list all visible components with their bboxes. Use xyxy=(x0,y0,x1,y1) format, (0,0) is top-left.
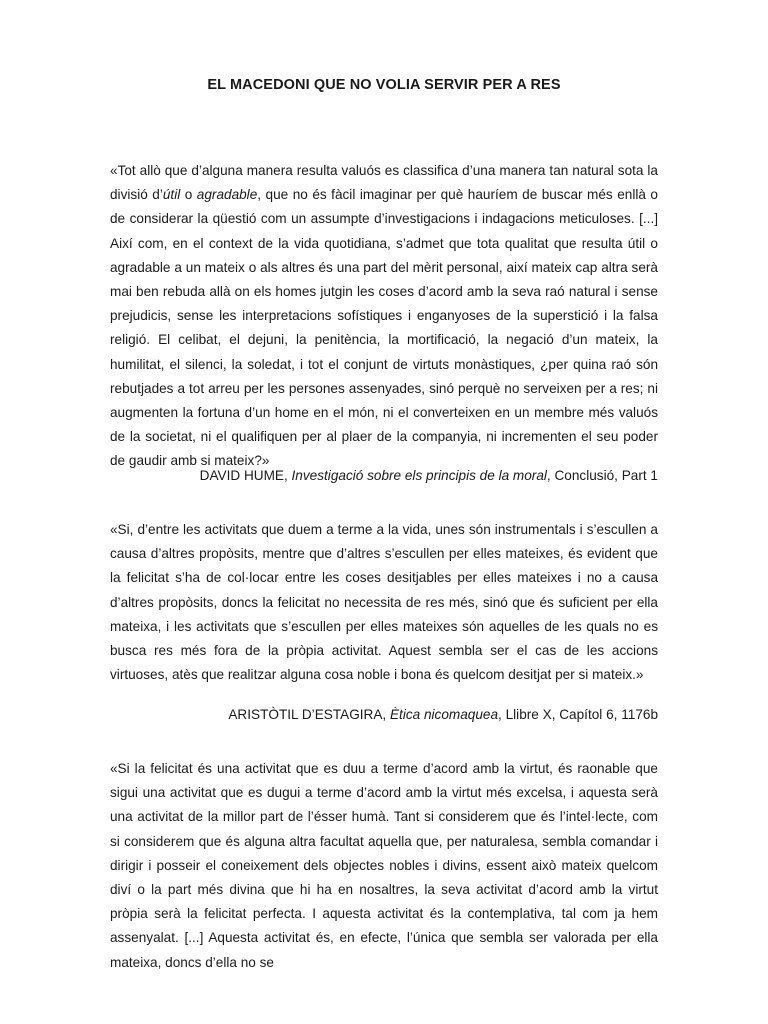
quote-text: o xyxy=(180,187,197,203)
attribution-author: ARISTÒTIL D’ESTAGIRA, xyxy=(228,707,390,722)
attribution-author: DAVID HUME, xyxy=(199,468,292,483)
quote-text: , que no és fàcil imaginar per què hauríem de buscar més enllà o de considerar la qüestió com un assumpte d’investigacions i indagacions meticuloses. [...] Així com, en el context de la vida quotidiana, s’admet que tota qualitat que resulta útil o agradable a un mateix o als altres és una part del mèrit personal, així mateix cap altra serà mai ben rebuda allà on els homes jutgin les coses d’acord amb la seva raó natural i sense prejudicis, sense les interpretacions sofístiques i enganyoses de la superstició i la falsa religió. El celibat, el dejuni, la penitència, la mortificació, la negació d’un mateix, la humilitat, el silenci, la soledat, i tot el conjunt de virtuts monàstiques, ¿per quina raó són rebutjades a tot arreu per les persones assenyades, sinó perquè no serveixen per a res; ni augmenten la fortuna d’un home en el món, ni el converteixen en un membre més valuós de la societat, ni el qualifiquen per al plaer de la companyia, ni incrementen el seu poder de gaudir amb si mateix?» xyxy=(110,187,658,469)
quote-hume xyxy=(110,159,658,474)
quote-text: «Tot allò que d’alguna manera resulta valuós es classifica d’una manera tan natural sota la divisió d’ xyxy=(110,163,658,203)
attribution-work: Ètica nicomaquea xyxy=(389,707,499,722)
attribution-aristotle xyxy=(110,703,658,727)
quote-emphasis: útil xyxy=(162,187,181,203)
attribution-ref: , Conclusió, Part 1 xyxy=(546,468,658,483)
attribution-ref: , Llibre X, Capítol 6, 1176b xyxy=(498,707,658,722)
quote-emphasis: agradable xyxy=(196,187,258,203)
quote-aristotle-2: «Si la felicitat és una activitat que es duu a terme d’acord amb la virtut, és raonable que sigui una activitat que es dugui a terme d’acord amb la virtut més excelsa, i aquesta serà una activitat de la millor part de l’ésser humà. Tant si considerem que és l’intel·lecte, com si considerem que és alguna altra facultat aquella que, per naturalesa, sembla comandar i dirigir i posseir el coneixement dels objectes nobles i divins, essent això mateix quelcom diví o la part més divina que hi ha en nosaltres, la seva activitat d’acord amb la virtut pròpia serà la felicitat perfecta. I aquesta activitat és la contemplativa, tal com ja hem assenyalat. [...] Aquesta activitat és, en efecte, l’única que sembla ser valorada per ella mateixa, doncs d’ella no se xyxy=(110,761,658,970)
attribution-work: Investigació sobre els principis de la moral xyxy=(291,468,547,483)
quote-aristotle: «Si, d’entre les activitats que duem a terme a la vida, unes són instrumentals i s’escullen a causa d’altres propòsits, mentre que d’altres s’escullen per elles mateixes, és evident que la felicitat s’ha de col·locar entre les coses desitjables per elles mateixes i no a causa d’altres propòsits, doncs la felicitat no necessita de res més, sinó que és suficient per ella mateixa, i les activitats que s’escullen per elles mateixes són aquelles de les quals no es busca res més fora de la pròpia activitat. Aquest sembla ser el cas de les accions virtuoses, atès que realitzar alguna cosa noble i bona és quelcom desitjat per si mateix.» xyxy=(110,522,658,683)
attribution-hume xyxy=(110,464,658,488)
document-title: EL MACEDONI QUE NO VOLIA SERVIR PER A RES xyxy=(207,77,561,93)
